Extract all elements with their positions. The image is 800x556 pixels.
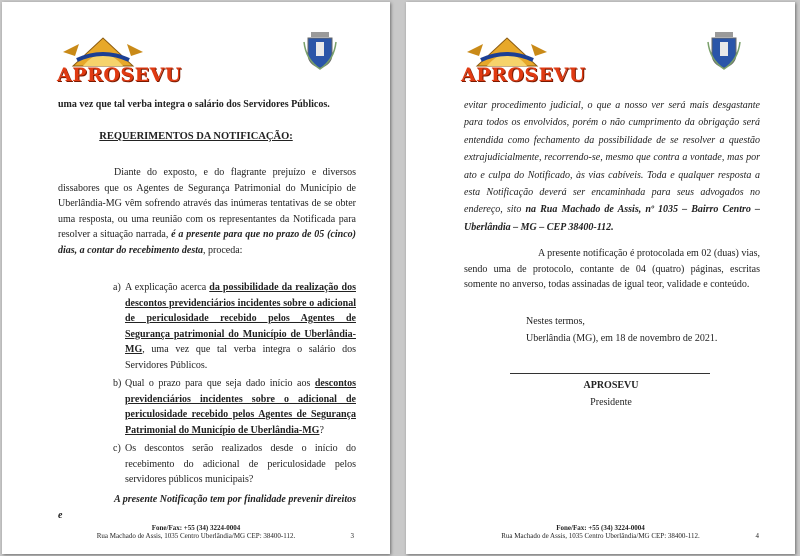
italic-paragraph [464, 97, 760, 236]
paragraph-emphasis: é a presente para que no prazo de 05 (cinco) dias, a contar do recebimento desta [58, 229, 356, 256]
list-item-emphasis: da possibilidade da realização dos descontos previdenciários incidentes sobre o adicional de periculosidade recebido pelos Agentes de Segurança patrimonial do Município de Uberlândia-MG [125, 282, 356, 355]
list-item-text: A explicação acerca [125, 282, 210, 293]
signature-line [510, 373, 710, 374]
list-item [113, 376, 356, 438]
exposition-paragraph [58, 165, 356, 258]
list-item-text: Os descontos serão realizados desde o início do recebimento do adicional de periculosidade pelos servidores públicos municipais? [125, 443, 356, 485]
list-item-label: c) [113, 443, 121, 454]
list-item-emphasis: descontos previdenciários incidentes sobre o adicional de periculosidade recebido pelos Agentes de Segurança Patrimonial do Município de Uberlândia-MG [125, 378, 356, 436]
list-item [113, 280, 356, 373]
paragraph-ending: , proceda: [203, 244, 243, 256]
signature-name: APROSEVU [583, 380, 639, 391]
request-list [113, 280, 356, 491]
list-item-text: Qual o prazo para que seja dado início aos [125, 378, 315, 389]
document-page-4 [406, 2, 795, 554]
footer-address: Rua Machado de Assis, 1035 Centro Uberlândia/MG CEP: 38400-112. [501, 532, 700, 540]
list-item [113, 441, 356, 488]
signature-role: Presidente [590, 397, 632, 408]
final-line [58, 492, 356, 523]
logo-wordmark: APROSEVU [57, 64, 182, 86]
closing-date: Uberlândia (MG), em 18 de novembro de 2021. [526, 333, 718, 344]
page-footer [2, 524, 390, 540]
document-page-3 [2, 2, 390, 554]
aprosevu-logo [461, 34, 586, 90]
list-item-text-end: ? [319, 424, 324, 436]
list-item-label: b) [113, 378, 122, 389]
final-line-text: A presente Notificação tem por finalidade prevenir direitos e [58, 494, 356, 521]
address-emphasis: na Rua Machado de Assis, nº 1035 – Bairro Centro – Uberlândia – MG – CEP 38400-112. [464, 204, 760, 233]
list-item-text-end: , uma vez que tal verba integra o salário dos Servidores Públicos. [125, 344, 356, 371]
municipal-crest [706, 30, 742, 70]
section-title: REQUERIMENTOS DA NOTIFICAÇÃO: [99, 131, 293, 142]
page-number: 4 [755, 532, 759, 540]
footer-phone: Fone/Fax: +55 (34) 3224-0004 [556, 524, 645, 532]
page-footer [406, 524, 795, 540]
continuation-line: uma vez que tal verba integra o salário dos Servidores Públicos. [58, 99, 330, 110]
aprosevu-logo [57, 34, 182, 90]
footer-address: Rua Machado de Assis, 1035 Centro Uberlândia/MG CEP: 38400-112. [96, 532, 296, 540]
footer-phone: Fone/Fax: +55 (34) 3224-0004 [151, 524, 241, 532]
protocol-paragraph [464, 246, 760, 293]
protocol-paragraph-text: A presente notificação é protocolada em 02 (duas) vias, sendo uma de protocolo, contante de 04 (quatro) páginas, escritas somente no anverso, todas assinadas de igual teor, validade e conteúdo. [464, 248, 760, 290]
logo-wordmark: APROSEVU [461, 64, 586, 86]
paragraph-text: Diante do exposto, e do flagrante prejuízo e diversos dissabores que os Agentes de Segurança Patrimonial do Município de Uberlândia-MG vêm sofrendo através das inúmeras tentativas de se obter uma resposta, ou uma reunião com os representantes da Notificada para resolver a situação narrada, [58, 167, 356, 240]
list-item-label: a) [113, 282, 121, 293]
italic-paragraph-text: evitar procedimento judicial, o que a nosso ver será mais desgastante para todos os envolvidos, porém o não cumprimento da obrigação será entendida como fechamento da possibilidade de se resolver a questão extrajudicialmente, recorrendo-se, mesmo que contra a vontade, mas por ato e culpa do Notificado, às vias cabíveis. Toda e qualquer resposta a esta Notificação deverá ser encaminhada para seus advogados no endereço, sito [464, 100, 760, 216]
municipal-crest [302, 30, 338, 70]
closing-terms: Nestes termos, [526, 316, 585, 327]
page-number: 3 [350, 532, 354, 540]
